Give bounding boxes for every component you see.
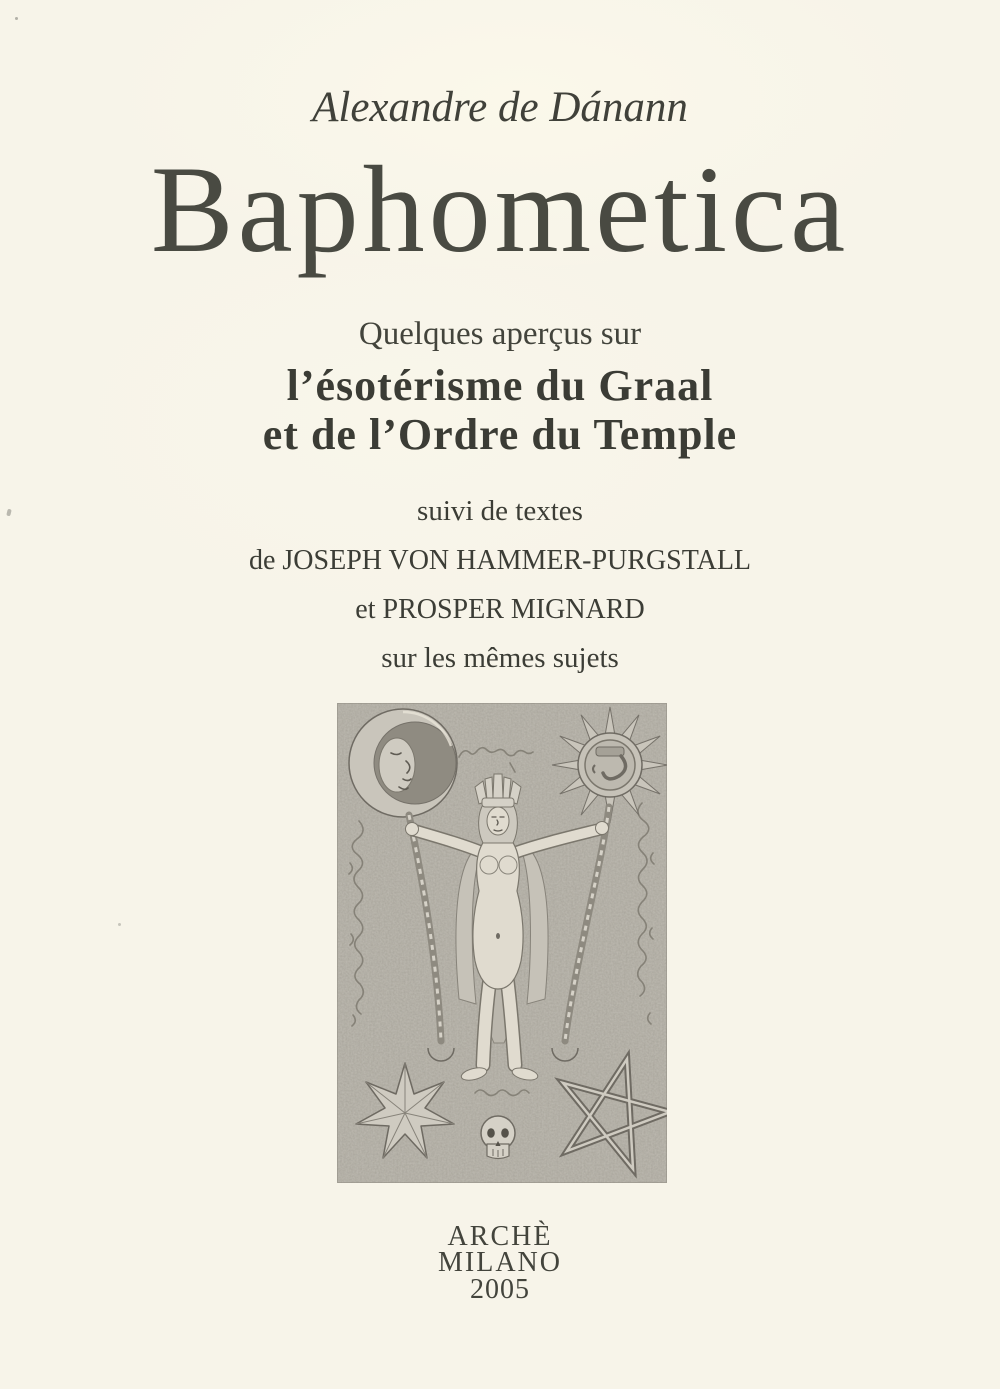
left-leg — [483, 978, 490, 1065]
publisher-city: MILANO — [438, 1247, 562, 1278]
scan-artifact — [15, 17, 18, 20]
subtitle-line-1: Quelques aperçus sur — [358, 316, 642, 352]
right-hand — [596, 822, 609, 835]
navel — [496, 933, 500, 939]
note-line-3: et PROSPER MIGNARD — [355, 594, 645, 625]
moon-icon — [349, 709, 457, 817]
note-line-2: de JOSEPH VON HAMMER-PURGSTALL — [248, 545, 752, 576]
subtitle-line-3: et de l’Ordre du Temple — [262, 410, 738, 459]
note-line-4: sur les mêmes sujets — [381, 642, 619, 674]
subtitle-line-2: l’ésotérisme du Graal — [286, 361, 714, 410]
book-title: Baphometica — [150, 141, 850, 278]
note-line-1: suivi de textes — [417, 495, 583, 527]
publication-year: 2005 — [470, 1274, 530, 1305]
baphomet-engraving — [337, 703, 667, 1183]
scan-artifact — [118, 923, 121, 926]
breast-left — [480, 856, 498, 874]
breast-right — [499, 856, 517, 874]
left-hand — [406, 823, 419, 836]
author-name: Alexandre de Dánann — [312, 84, 688, 131]
publisher-name: ARCHÈ — [447, 1221, 553, 1252]
right-leg — [507, 978, 515, 1065]
